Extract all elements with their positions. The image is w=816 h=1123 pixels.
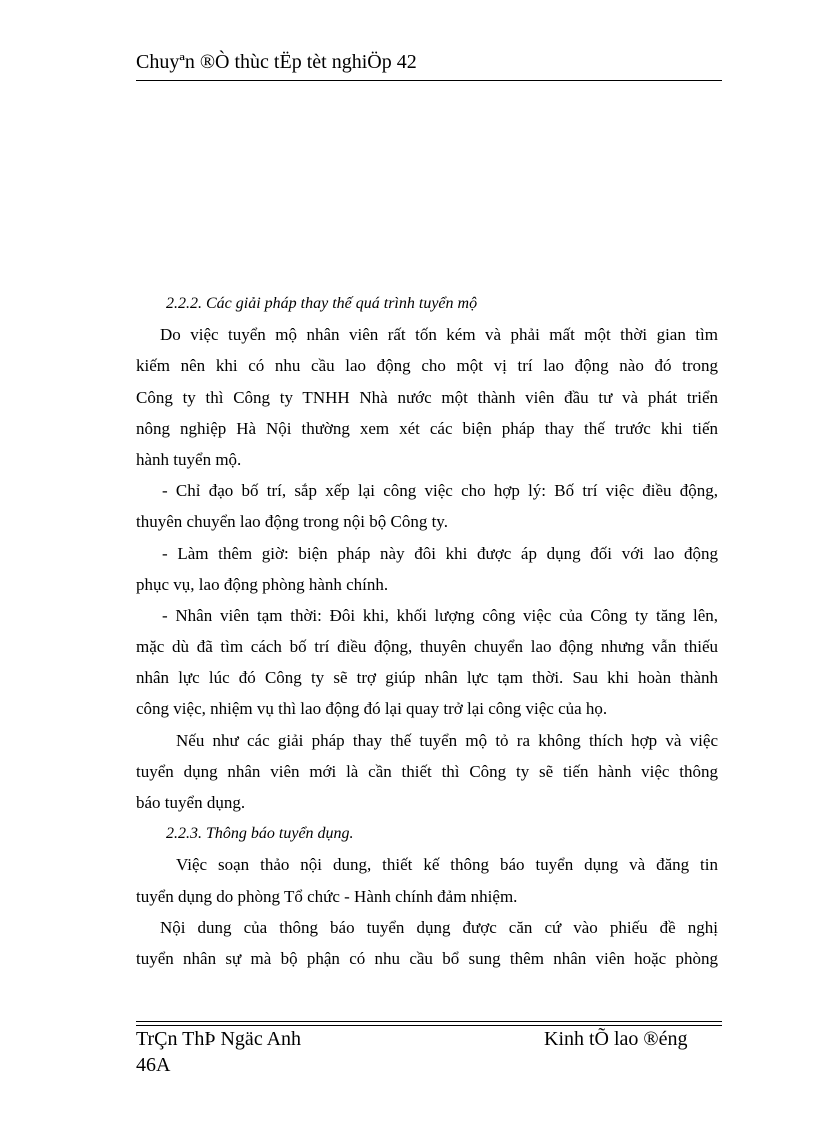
paragraph-line: thuyên chuyển lao động trong nội bộ Công ty. [136, 512, 448, 532]
paragraph-line: - Chỉ đạo bố trí, sắp xếp lại công việc cho hợp lý: Bố trí việc điều động, [162, 481, 718, 501]
paragraph-line: tuyển nhân sự mà bộ phận có nhu cầu bổ sung thêm nhân viên hoặc phòng [136, 948, 718, 968]
paragraph-line: - Nhân viên tạm thời: Đôi khi, khối lượng công việc của Công ty tăng lên, [162, 605, 718, 625]
paragraph-line: phục vụ, lao động phòng hành chính. [136, 574, 389, 594]
paragraph-line: nhân lực lúc đó Công ty sẽ trợ giúp nhân lực tạm thời. Sau khi hoàn thành [136, 668, 718, 688]
paragraph-line: công việc, nhiệm vụ thì lao động đó lại quay trở lại công việc của họ. [136, 699, 608, 719]
footer-author-block [136, 1026, 396, 1078]
paragraph-line: Nếu như các giải pháp thay thế tuyển mộ tỏ ra không thích hợp và việc [176, 730, 718, 750]
footer-department: Kinh tÕ lao ®éng [544, 1028, 688, 1050]
paragraph-line: tuyển dụng do phòng Tổ chức - Hành chính đảm nhiệm. [136, 886, 518, 906]
paragraph-line: tuyển dụng nhân viên mới là cần thiết thì Công ty sẽ tiến hành việc thông [136, 761, 718, 781]
paragraph-line: Việc soạn thảo nội dung, thiết kế thông báo tuyển dụng và đăng tin [176, 855, 718, 875]
document-body [136, 288, 718, 974]
paragraph-line: Công ty thì Công ty TNHH Nhà nước một thành viên đầu tư và phát triển [136, 387, 718, 407]
paragraph-line: hành tuyển mộ. [136, 449, 242, 469]
footer-class: 46A [136, 1054, 171, 1076]
footer-author: TrÇn ThÞ Ngäc Anh [136, 1028, 302, 1050]
paragraph-line: nông nghiệp Hà Nội thường xem xét các biện pháp thay thế trước khi tiến [136, 418, 718, 438]
section-heading-2-2-2: 2.2.2. Các giải pháp thay thế quá trình tuyển mộ [166, 295, 478, 312]
paragraph-line: Do việc tuyển mộ nhân viên rất tốn kém và phải mất một thời gian tìm [160, 325, 718, 345]
page-header: Chuyªn ®Ò thùc tËp tèt nghiÖp 42 [136, 50, 722, 81]
paragraph-line: báo tuyển dụng. [136, 793, 246, 812]
paragraph-line: mặc dù đã tìm cách bố trí điều động, thuyên chuyển lao động nhưng vẫn thiếu [136, 637, 718, 657]
paragraph-line: - Làm thêm giờ: biện pháp này đôi khi được áp dụng đối với lao động [162, 543, 718, 563]
paragraph-line: kiếm nên khi có nhu cầu lao động cho một vị trí lao động nào đó trong [136, 356, 718, 376]
paragraph-line: Nội dung của thông báo tuyển dụng được căn cứ vào phiếu đề nghị [160, 917, 718, 937]
section-heading-2-2-3: 2.2.3. Thông báo tuyển dụng. [166, 825, 354, 843]
